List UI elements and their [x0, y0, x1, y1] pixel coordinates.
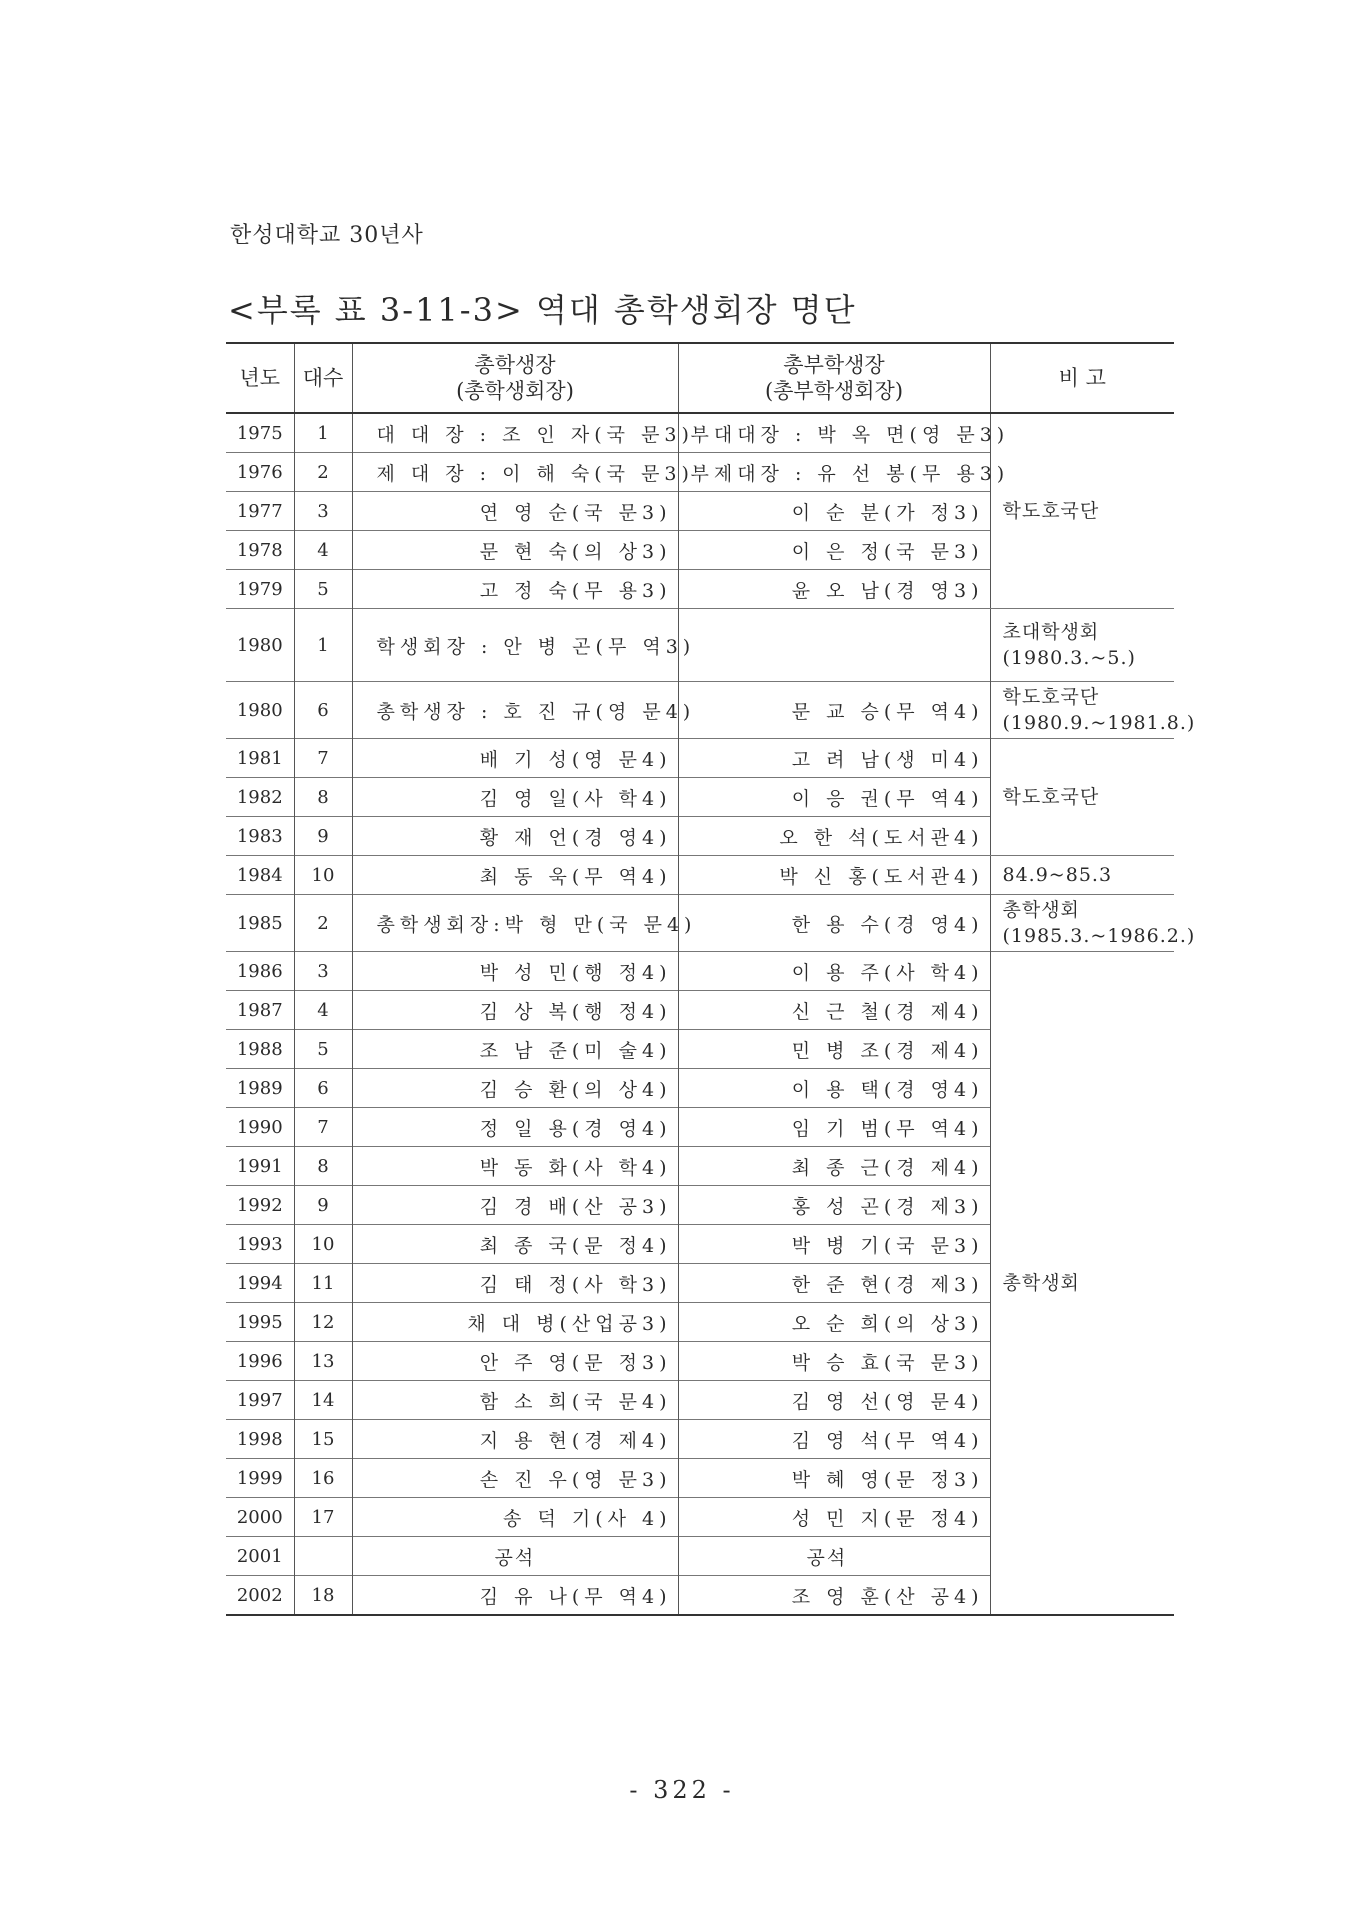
note-line: (1980.3.~5.) — [1002, 647, 1136, 669]
cell-president: 대 대 장 : 조 인 자(국 문3) — [352, 413, 678, 453]
cell-number: 2 — [294, 453, 352, 492]
cell-number: 5 — [294, 1030, 352, 1069]
cell-president: 김 승 환(의 상4) — [352, 1069, 678, 1108]
cell-vice: 조 영 훈(산 공4) — [678, 1576, 990, 1616]
cell-year: 2002 — [226, 1576, 294, 1616]
cell-vice: 문 교 승(무 역4) — [678, 682, 990, 739]
cell-number: 17 — [294, 1498, 352, 1537]
cell-president: 황 재 언(경 영4) — [352, 817, 678, 856]
cell-year: 1978 — [226, 531, 294, 570]
header-row — [226, 343, 1174, 413]
header-president-sub: (총학생회장) — [456, 379, 574, 403]
cell-vice: 이 용 주(사 학4) — [678, 952, 990, 991]
cell-vice: 부대대장 : 박 옥 면(영 문3) — [678, 413, 990, 453]
cell-number: 12 — [294, 1303, 352, 1342]
header-vice-sub: (총부학생회장) — [764, 379, 904, 403]
cell-year: 1986 — [226, 952, 294, 991]
cell-president: 조 남 준(미 술4) — [352, 1030, 678, 1069]
table-row — [226, 682, 1174, 739]
table-row — [226, 895, 1174, 952]
cell-president: 안 주 영(문 정3) — [352, 1342, 678, 1381]
table-row — [226, 609, 1174, 682]
header-vice-main: 총부학생장 — [783, 353, 885, 377]
cell-year: 1982 — [226, 778, 294, 817]
cell-number: 16 — [294, 1459, 352, 1498]
cell-president: 김 유 나(무 역4) — [352, 1576, 678, 1616]
cell-vice: 오 순 희(의 상3) — [678, 1303, 990, 1342]
cell-year: 2000 — [226, 1498, 294, 1537]
cell-president: 학생회장 : 안 병 곤(무 역3) — [352, 609, 678, 682]
cell-vice: 홍 성 곤(경 제3) — [678, 1186, 990, 1225]
cell-vice: 김 영 석(무 역4) — [678, 1420, 990, 1459]
cell-president: 손 진 우(영 문3) — [352, 1459, 678, 1498]
cell-year: 1979 — [226, 570, 294, 609]
cell-number: 4 — [294, 531, 352, 570]
cell-president: 김 상 복(행 정4) — [352, 991, 678, 1030]
cell-vice: 박 병 기(국 문3) — [678, 1225, 990, 1264]
cell-year: 1990 — [226, 1108, 294, 1147]
cell-number: 9 — [294, 1186, 352, 1225]
cell-number: 15 — [294, 1420, 352, 1459]
cell-year: 2001 — [226, 1537, 294, 1576]
cell-number: 6 — [294, 1069, 352, 1108]
cell-number: 10 — [294, 1225, 352, 1264]
cell-vice: 한 용 수(경 영4) — [678, 895, 990, 952]
cell-vice: 박 승 효(국 문3) — [678, 1342, 990, 1381]
page-number: - 322 - — [629, 1776, 735, 1804]
cell-year: 1994 — [226, 1264, 294, 1303]
header-year: 년도 — [226, 343, 294, 413]
cell-number: 1 — [294, 609, 352, 682]
cell-vice: 신 근 철(경 제4) — [678, 991, 990, 1030]
cell-year: 1981 — [226, 739, 294, 778]
cell-president: 문 현 숙(의 상3) — [352, 531, 678, 570]
cell-vice: 이 응 권(무 역4) — [678, 778, 990, 817]
cell-year: 1993 — [226, 1225, 294, 1264]
cell-vice: 오 한 석(도서관4) — [678, 817, 990, 856]
cell-president: 연 영 순(국 문3) — [352, 492, 678, 531]
cell-year: 1995 — [226, 1303, 294, 1342]
cell-year: 1997 — [226, 1381, 294, 1420]
cell-number: 13 — [294, 1342, 352, 1381]
cell-year: 1992 — [226, 1186, 294, 1225]
cell-president: 고 정 숙(무 용3) — [352, 570, 678, 609]
cell-number — [294, 1537, 352, 1576]
cell-note: 학도호국단 — [990, 413, 1174, 609]
cell-number: 9 — [294, 817, 352, 856]
cell-year: 1996 — [226, 1342, 294, 1381]
table-row — [226, 856, 1174, 895]
cell-president: 총학생회장:박 형 만(국 문4) — [352, 895, 678, 952]
cell-vice: 성 민 지(문 정4) — [678, 1498, 990, 1537]
cell-president: 최 동 욱(무 역4) — [352, 856, 678, 895]
header-president — [352, 343, 678, 413]
cell-vice: 이 은 정(국 문3) — [678, 531, 990, 570]
cell-note — [990, 682, 1196, 739]
cell-number: 7 — [294, 739, 352, 778]
cell-number: 3 — [294, 952, 352, 991]
cell-president: 제 대 장 : 이 해 숙(국 문3) — [352, 453, 678, 492]
cell-year: 1980 — [226, 682, 294, 739]
cell-president: 김 경 배(산 공3) — [352, 1186, 678, 1225]
cell-vice: 고 려 남(생 미4) — [678, 739, 990, 778]
cell-vice: 최 종 근(경 제4) — [678, 1147, 990, 1186]
note-line: (1980.9.~1981.8.) — [1002, 712, 1196, 734]
cell-number: 8 — [294, 1147, 352, 1186]
cell-president: 송 덕 기(사 4) — [352, 1498, 678, 1537]
cell-president: 총학생장 : 호 진 규(영 문4) — [352, 682, 678, 739]
note-line: 총학생회 — [1002, 899, 1080, 921]
cell-number: 14 — [294, 1381, 352, 1420]
cell-year: 1988 — [226, 1030, 294, 1069]
cell-number: 3 — [294, 492, 352, 531]
cell-president: 함 소 희(국 문4) — [352, 1381, 678, 1420]
cell-president: 김 태 정(사 학3) — [352, 1264, 678, 1303]
cell-year: 1987 — [226, 991, 294, 1030]
header-note: 비 고 — [990, 343, 1174, 413]
cell-year: 1977 — [226, 492, 294, 531]
header-president-main: 총학생장 — [474, 353, 556, 377]
cell-year: 1985 — [226, 895, 294, 952]
cell-vice: 임 기 범(무 역4) — [678, 1108, 990, 1147]
cell-number: 8 — [294, 778, 352, 817]
cell-president: 배 기 성(영 문4) — [352, 739, 678, 778]
cell-vice: 윤 오 남(경 영3) — [678, 570, 990, 609]
note-line: 초대학생회 — [1002, 621, 1100, 643]
table-row — [226, 413, 1174, 453]
cell-president: 지 용 현(경 제4) — [352, 1420, 678, 1459]
cell-vice: 한 준 현(경 제3) — [678, 1264, 990, 1303]
cell-vice: 부제대장 : 유 선 봉(무 용3) — [678, 453, 990, 492]
cell-note — [990, 609, 1174, 682]
cell-year: 1999 — [226, 1459, 294, 1498]
cell-number: 6 — [294, 682, 352, 739]
cell-president: 김 영 일(사 학4) — [352, 778, 678, 817]
cell-president: 박 동 화(사 학4) — [352, 1147, 678, 1186]
cell-vice: 이 용 택(경 영4) — [678, 1069, 990, 1108]
cell-president: 박 성 민(행 정4) — [352, 952, 678, 991]
student-president-table — [226, 342, 1196, 1616]
cell-year: 1998 — [226, 1420, 294, 1459]
cell-year: 1983 — [226, 817, 294, 856]
table-row — [226, 952, 1174, 991]
cell-year: 1976 — [226, 453, 294, 492]
cell-year: 1991 — [226, 1147, 294, 1186]
cell-number: 18 — [294, 1576, 352, 1616]
cell-vice — [678, 609, 990, 682]
cell-year: 1984 — [226, 856, 294, 895]
cell-note: 학도호국단 — [990, 739, 1174, 856]
table-row — [226, 739, 1174, 778]
cell-number: 11 — [294, 1264, 352, 1303]
note-line: (1985.3.~1986.2.) — [1002, 925, 1196, 947]
cell-number: 7 — [294, 1108, 352, 1147]
cell-number: 5 — [294, 570, 352, 609]
cell-number: 4 — [294, 991, 352, 1030]
cell-vice: 박 혜 영(문 정3) — [678, 1459, 990, 1498]
running-head: 한성대학교 30년사 — [230, 223, 424, 248]
header-vice — [678, 343, 990, 413]
cell-year: 1980 — [226, 609, 294, 682]
cell-president: 공석 — [352, 1537, 678, 1576]
cell-vice: 공석 — [678, 1537, 990, 1576]
header-number: 대수 — [294, 343, 352, 413]
cell-president: 정 일 용(경 영4) — [352, 1108, 678, 1147]
cell-number: 2 — [294, 895, 352, 952]
cell-vice: 김 영 선(영 문4) — [678, 1381, 990, 1420]
cell-vice: 민 병 조(경 제4) — [678, 1030, 990, 1069]
cell-note: 총학생회 — [1002, 1272, 1080, 1294]
note-line: 학도호국단 — [1002, 686, 1100, 708]
table-title: <부록 표 3-11-3> 역대 총학생회장 명단 — [228, 291, 857, 329]
cell-note: 84.9~85.3 — [990, 856, 1174, 895]
cell-number: 1 — [294, 413, 352, 453]
cell-note — [990, 895, 1196, 952]
cell-president: 최 종 국(문 정4) — [352, 1225, 678, 1264]
cell-year: 1989 — [226, 1069, 294, 1108]
cell-president: 채 대 병(산업공3) — [352, 1303, 678, 1342]
cell-number: 10 — [294, 856, 352, 895]
cell-vice: 이 순 분(가 정3) — [678, 492, 990, 531]
cell-year: 1975 — [226, 413, 294, 453]
cell-vice: 박 신 홍(도서관4) — [678, 856, 990, 895]
